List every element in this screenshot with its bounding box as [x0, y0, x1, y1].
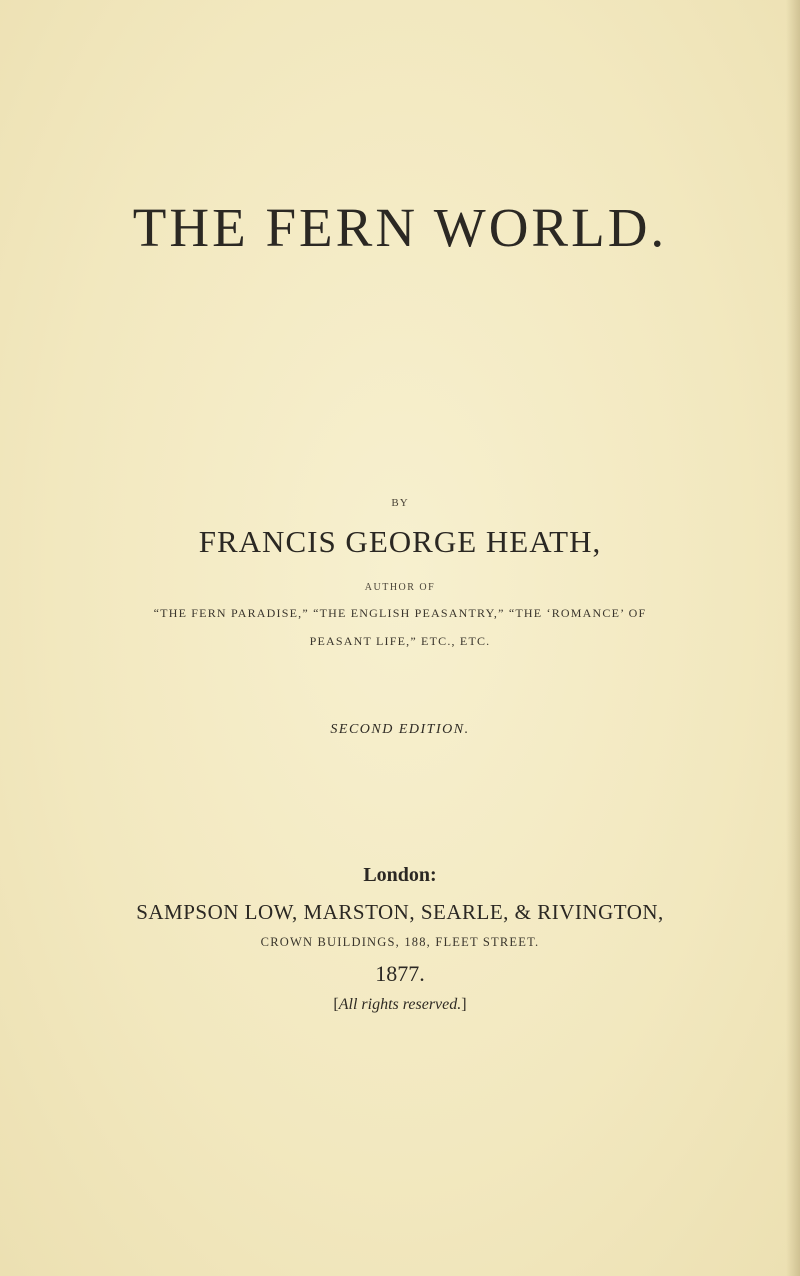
publisher-name: SAMPSON LOW, MARSTON, SEARLE, & RIVINGTON, [136, 900, 664, 924]
author-of-label: AUTHOR OF [364, 582, 436, 593]
by-label: BY [391, 497, 409, 509]
publisher-address: CROWN BUILDINGS, 188, FLEET STREET. [260, 935, 540, 949]
rights-notice [0, 996, 800, 1014]
previous-works-line-1: “THE FERN PARADISE,” “THE ENGLISH PEASANTRY,” “THE ‘ROMANCE’ OF [153, 606, 647, 620]
publication-place: London: [363, 864, 437, 886]
rights-text: All rights reserved. [338, 996, 462, 1013]
rights-close-bracket: ] [461, 996, 467, 1013]
edition-label: SECOND EDITION. [330, 722, 470, 737]
book-title: THE FERN WORLD. [132, 197, 668, 258]
previous-works-line-2: PEASANT LIFE,” ETC., ETC. [309, 634, 491, 648]
author-name: FRANCIS GEORGE HEATH, [198, 524, 602, 559]
rights-open-bracket: [ [333, 996, 339, 1013]
publication-year: 1877. [375, 961, 425, 986]
